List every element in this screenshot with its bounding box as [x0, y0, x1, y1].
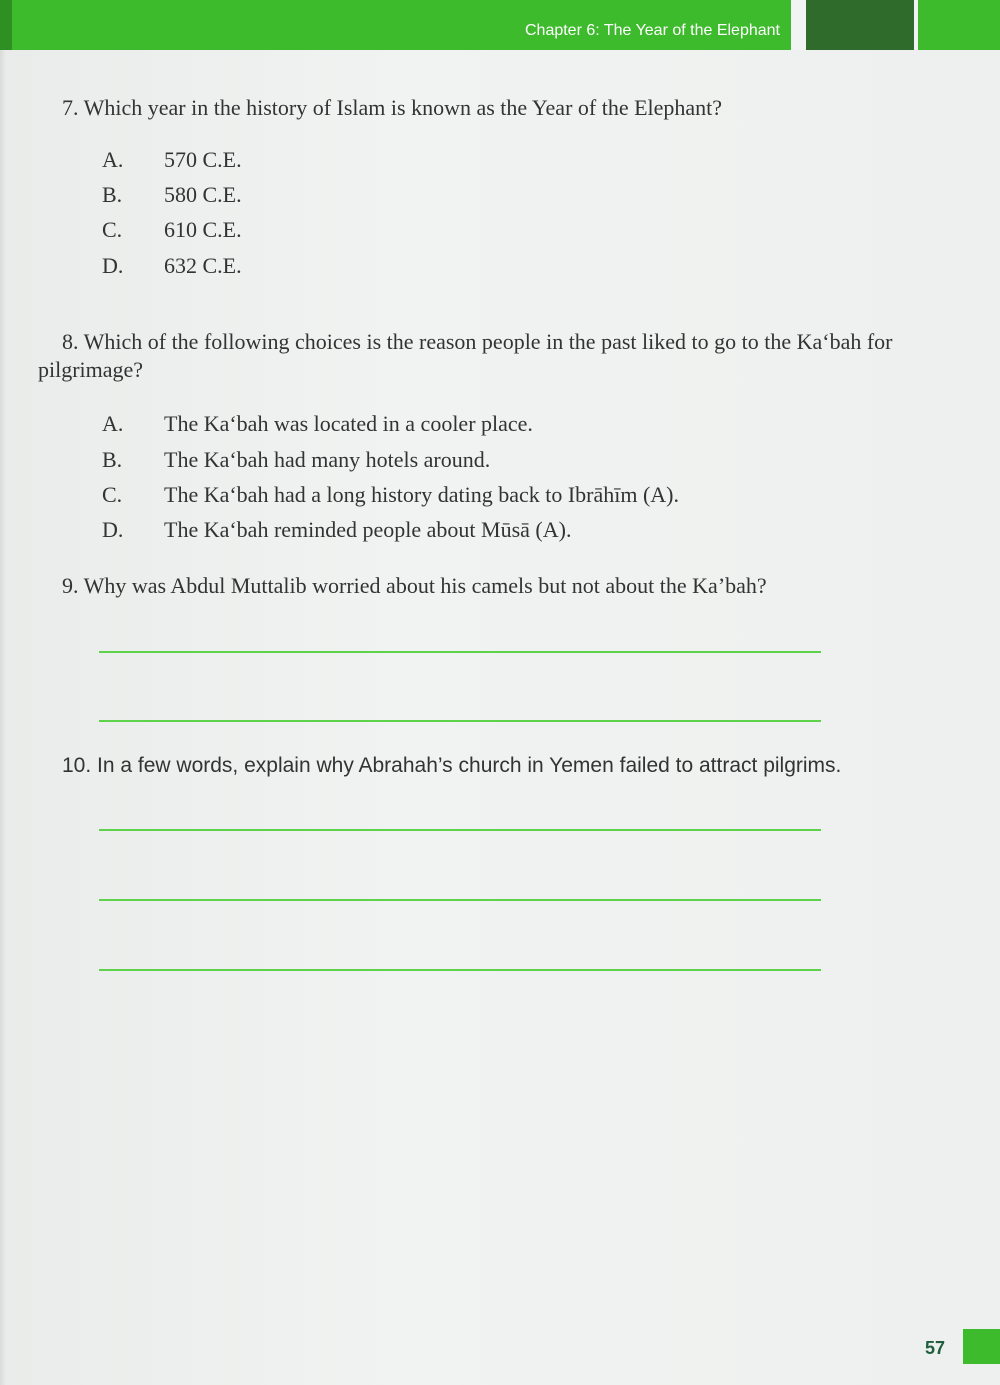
q8-option-b[interactable] — [102, 446, 802, 474]
option-letter: C. — [102, 482, 123, 507]
page-tab-accent — [963, 1329, 1000, 1364]
answer-line-q10-1[interactable] — [99, 829, 821, 831]
answer-line-q10-3[interactable] — [99, 969, 821, 971]
chapter-title: Chapter 6: The Year of the Elephant — [524, 22, 780, 39]
q8-option-a[interactable] — [102, 410, 802, 438]
header-divider — [791, 0, 806, 50]
option-letter: C. — [102, 217, 123, 242]
q7-option-a[interactable] — [102, 146, 502, 174]
option-letter: B. — [102, 182, 123, 207]
question-9: 9. Why was Abdul Muttalib worried about his camels but not about the Ka’bah? — [62, 573, 767, 598]
answer-line-q9-2[interactable] — [99, 720, 821, 722]
answer-line-q10-2[interactable] — [99, 899, 821, 901]
option-text: The Ka‘bah reminded people about Mūsā (A). — [164, 517, 572, 542]
question-8: 8. Which of the following choices is the reason people in the past liked to go to the Ka‘bah for pilgrimage? — [38, 329, 893, 382]
option-text: 632 C.E. — [164, 253, 242, 278]
option-text: The Ka‘bah had many hotels around. — [164, 447, 491, 472]
question-10: 10. In a few words, explain why Abrahah’s church in Yemen failed to attract pilgrims. — [62, 754, 842, 777]
option-letter: A. — [102, 411, 124, 436]
header-divider — [914, 0, 918, 50]
question-7: 7. Which year in the history of Islam is known as the Year of the Elephant? — [62, 95, 723, 120]
q8-option-c[interactable] — [102, 481, 802, 509]
option-letter: D. — [102, 253, 124, 278]
page-number: 57 — [925, 1338, 946, 1358]
option-letter: A. — [102, 147, 124, 172]
option-letter: D. — [102, 517, 124, 542]
q7-option-c[interactable] — [102, 216, 502, 244]
option-text: 610 C.E. — [164, 217, 242, 242]
option-text: The Ka‘bah had a long history dating back to Ibrāhīm (A). — [164, 482, 680, 507]
q8-option-d[interactable] — [102, 516, 802, 544]
q7-option-d[interactable] — [102, 252, 502, 280]
header-left-accent — [0, 0, 12, 50]
answer-line-q9-1[interactable] — [99, 651, 821, 653]
option-letter: B. — [102, 447, 123, 472]
option-text: The Ka‘bah was located in a cooler place. — [164, 411, 533, 436]
page-binding-edge — [0, 0, 6, 1385]
option-text: 570 C.E. — [164, 147, 242, 172]
q7-option-b[interactable] — [102, 181, 502, 209]
option-text: 580 C.E. — [164, 182, 242, 207]
header-dark-block — [806, 0, 914, 50]
